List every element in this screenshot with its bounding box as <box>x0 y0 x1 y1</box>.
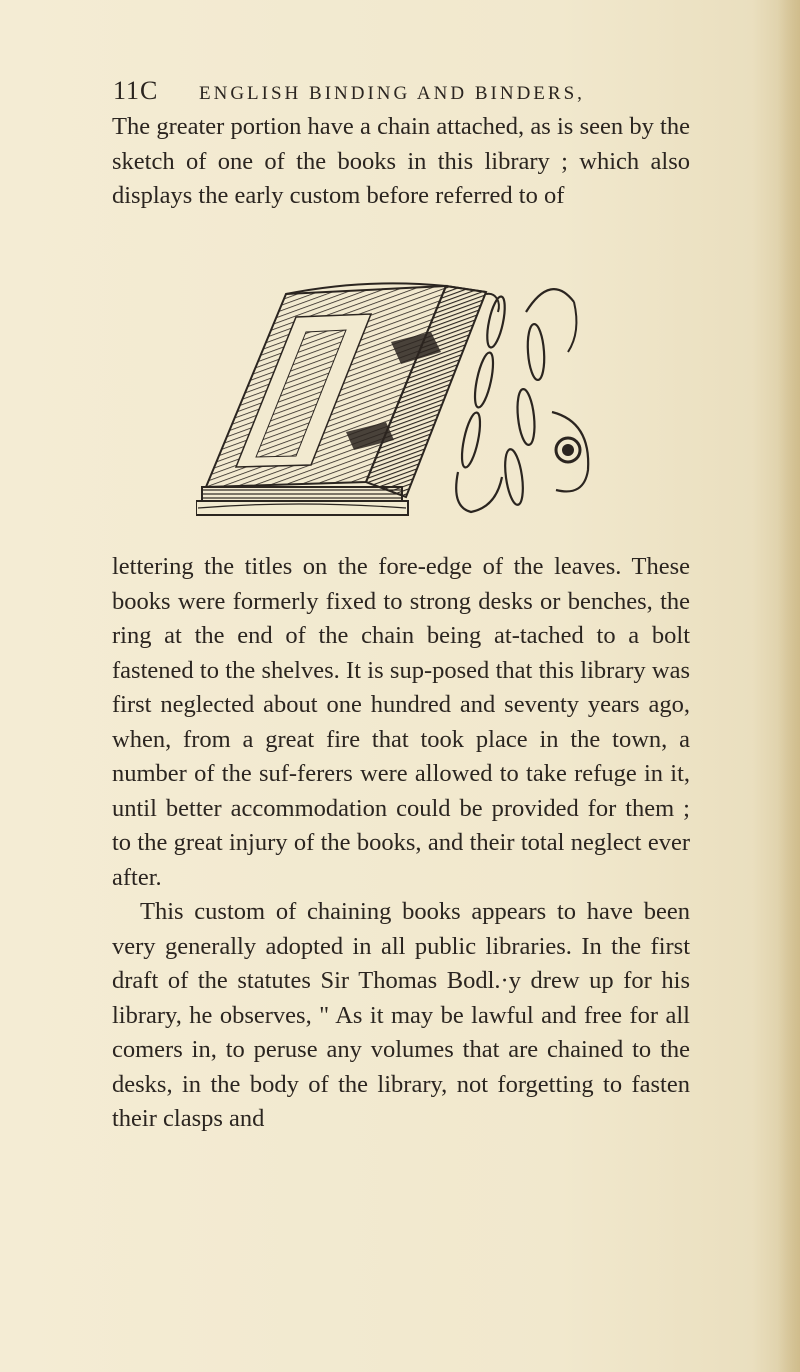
page-number: 11C <box>113 76 159 105</box>
paragraph-second: This custom of chaining books appears to have been very generally adopted in all public libraries. In the first draft of the statutes Sir Thomas Bodl.·y drew up for his library, he observes, " As it may be lawful and free for all comers in, to peruse any volumes that are chained to the desks, in the body of the library, not forgetting to fasten their clasps and <box>112 898 690 1132</box>
running-head: ENGLISH BINDING AND BINDERS, <box>199 83 585 104</box>
text-block-top <box>112 110 690 214</box>
chained-book-illustration <box>196 272 596 527</box>
chained-book-drawing <box>196 272 596 527</box>
paragraph-top: The greater portion have a chain attached, as is seen by the sketch of one of the books in this library ; which also displays the early custom before referred to of <box>112 113 690 209</box>
text-block-bottom <box>112 550 690 1137</box>
page-edge-shadow <box>778 0 800 1372</box>
paragraph-continued: lettering the titles on the fore-edge of the leaves. These books were formerly fixed to strong desks or benches, the ring at the end of the chain being at-tached to a bolt fastened to the shelves. It is sup-posed that this library was first neglected about one hundred and seventy years ago, when, from a great fire that took place in the town, a number of the suf-ferers were allowed to take refuge in it, until better accommodation could be provided for them ; to the great injury of the books, and their total neglect ever after. <box>112 553 690 891</box>
page-header <box>113 76 673 110</box>
